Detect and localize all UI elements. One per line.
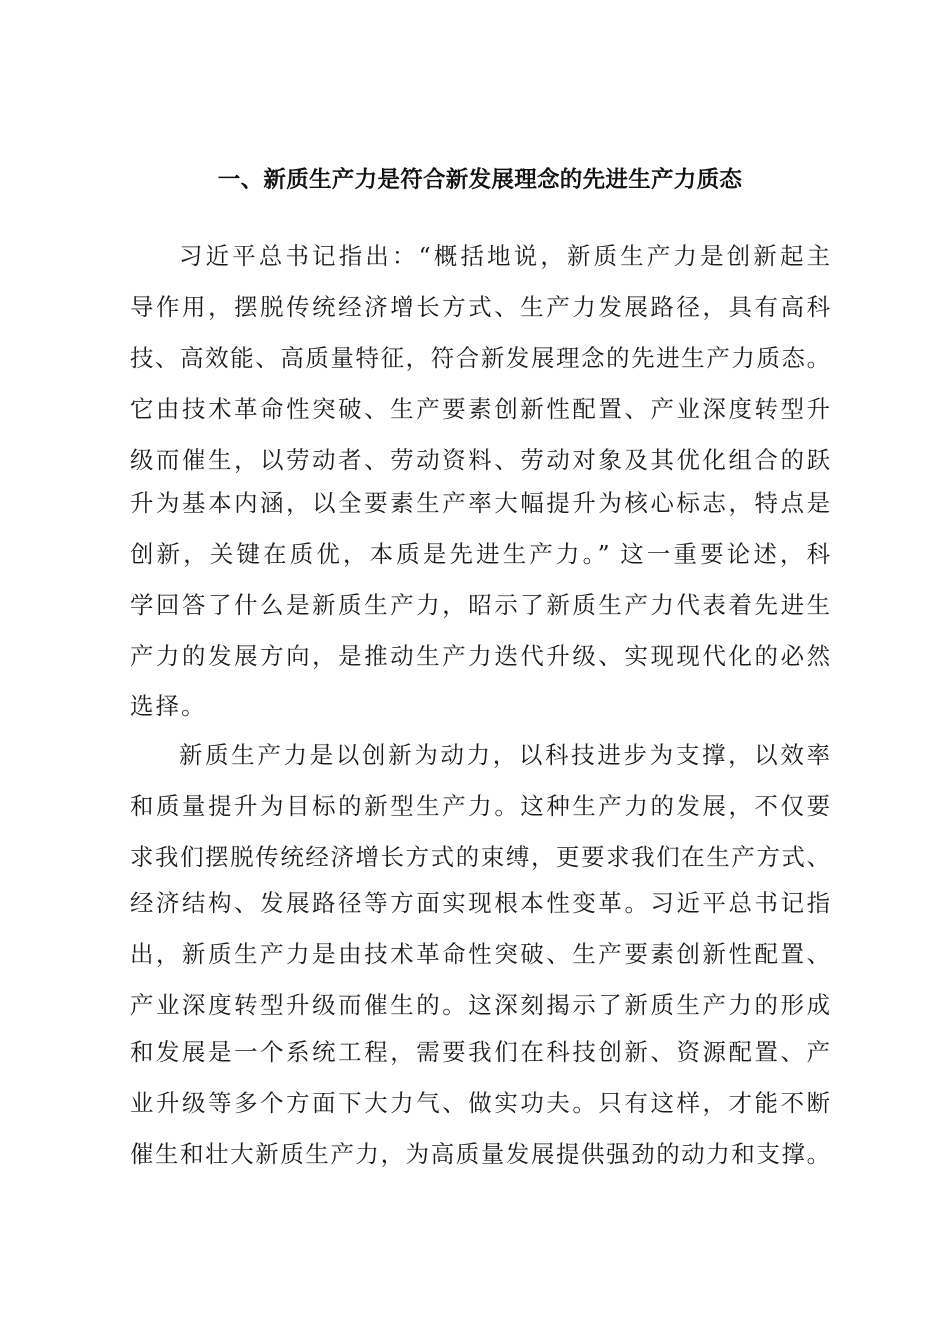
paragraph-1-line-8: 学回答了什么是新质生产力，昭示了新质生产力代表着先进生	[130, 591, 830, 619]
paragraph-2-line-3: 求我们摆脱传统经济增长方式的束缚，更要求我们在生产方式、	[130, 843, 830, 871]
paragraph-2-line-4: 经济结构、发展路径等方面实现根本性变革。习近平总书记指	[130, 889, 830, 917]
paragraph-1-line-9: 产力的发展方向，是推动生产力迭代升级、实现现代化的必然	[130, 642, 830, 670]
paragraph-2-line-6: 产业深度转型升级而催生的。这深刻揭示了新质生产力的形成	[130, 991, 830, 1019]
paragraph-2-line-1: 新质生产力是以创新为动力，以科技进步为支撑，以效率	[179, 741, 830, 769]
paragraph-1-line-7: 创新，关键在质优，本质是先进生产力。” 这一重要论述，科	[130, 540, 830, 568]
paragraph-1-line-5: 级而催生，以劳动者、劳动资料、劳动对象及其优化组合的跃	[130, 446, 830, 474]
paragraph-1-line-10: 选择。	[130, 692, 207, 720]
paragraph-2-line-7: 和发展是一个系统工程，需要我们在科技创新、资源配置、产	[130, 1038, 830, 1066]
paragraph-1-line-1: 习近平总书记指出：“概括地说，新质生产力是创新起主	[179, 242, 830, 270]
paragraph-2-line-5: 出，新质生产力是由技术革命性突破、生产要素创新性配置、	[130, 940, 830, 968]
paragraph-1-line-4: 它由技术革命性突破、生产要素创新性配置、产业深度转型升	[130, 395, 830, 423]
paragraph-2-line-2: 和质量提升为目标的新型生产力。这种生产力的发展，不仅要	[130, 792, 830, 820]
section-heading: 一、新质生产力是符合新发展理念的先进生产力质态	[217, 167, 743, 193]
paragraph-1-line-6: 升为基本内涵，以全要素生产率大幅提升为核心标志，特点是	[130, 489, 830, 517]
paragraph-2-line-8: 业升级等多个方面下大力气、做实功夫。只有这样，才能不断	[130, 1089, 830, 1117]
paragraph-1-line-2: 导作用，摆脱传统经济增长方式、生产力发展路径，具有高科	[130, 293, 830, 321]
paragraph-1-line-3: 技、高效能、高质量特征，符合新发展理念的先进生产力质态。	[130, 344, 830, 372]
paragraph-2-line-9: 催生和壮大新质生产力，为高质量发展提供强劲的动力和支撑。	[130, 1140, 830, 1168]
